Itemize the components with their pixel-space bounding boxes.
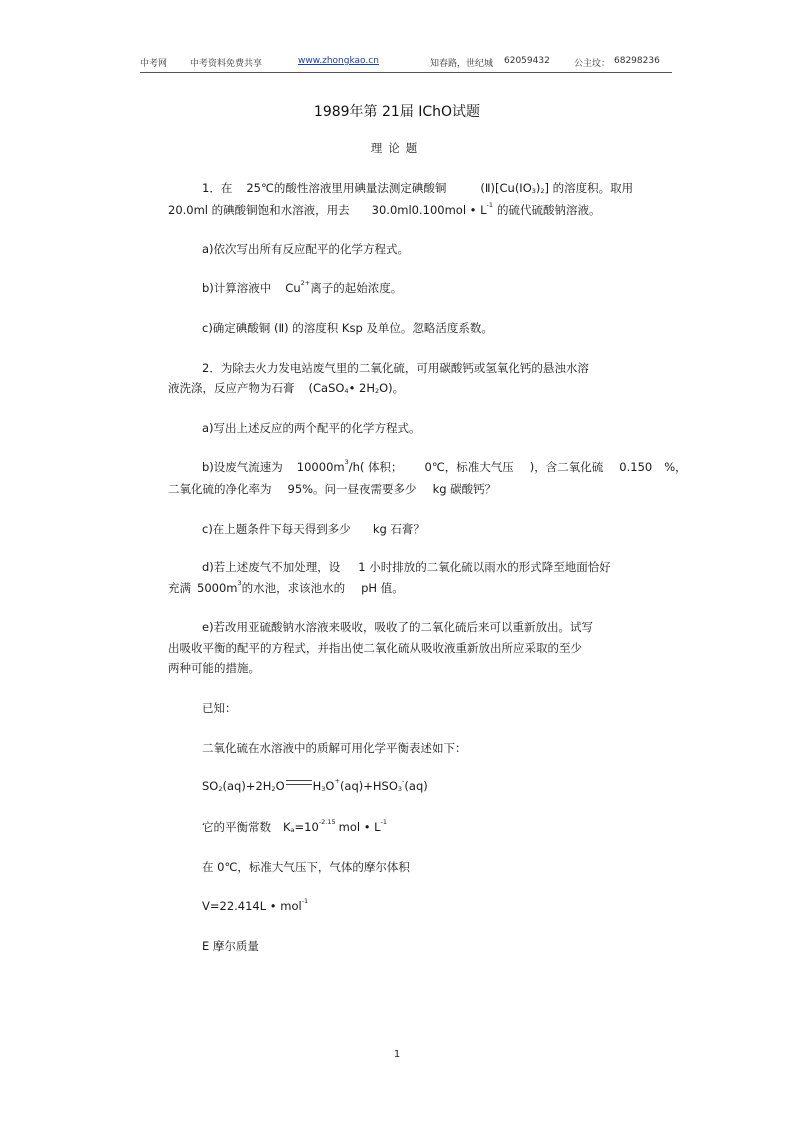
ka-value: =10 (294, 820, 319, 834)
equation-superscript: - (402, 777, 405, 785)
equilibrium-equation (202, 779, 428, 793)
q2-line-1: 2．为除去火力发电站废气里的二氧化硫，可用碳酸钙或氢氧化钙的悬浊水溶 (202, 361, 589, 375)
equation-subscript: 2 (218, 785, 223, 793)
q2-part-a: a)写出上述反应的两个配平的化学方程式。 (202, 421, 421, 435)
equilibrium-arrow-icon (286, 779, 312, 787)
q2-text: 液洗涤，反应产物为石膏 (168, 381, 295, 395)
q1-concentration: 30.0ml0.100mol • L (371, 203, 487, 217)
q2-formula: • 2H (348, 381, 375, 395)
q1-line-1 (202, 180, 633, 196)
q2-text: d)若上述废气不加处理，设 (202, 560, 341, 574)
molar-volume-formula: V=22.414L • mol (202, 899, 302, 913)
q2-text: 95%。问一昼夜需要多少 (287, 482, 417, 496)
equation-term: SO (202, 779, 219, 793)
equilibrium-constant (202, 819, 387, 835)
q2-text: %， (664, 460, 687, 474)
q2-superscript: 3 (237, 579, 242, 587)
header-contact-label: 公主坟： (574, 59, 611, 69)
q1-formula: (Ⅱ)[Cu(IO (480, 181, 532, 195)
ka-symbol: K (283, 820, 291, 834)
ka-unit-exponent: -1 (380, 818, 388, 826)
q1-text: 1．在 (202, 181, 233, 195)
q1-text: 的硫代硫酸钠溶液。 (497, 203, 601, 217)
equation-subscript: 3 (321, 785, 326, 793)
q1-text: 25℃的酸性溶液里用碘量法测定碘酸铜 (246, 181, 447, 195)
q2-part-c (202, 521, 425, 537)
q2-part-e-line-3: 两种可能的措施。 (168, 661, 260, 675)
q2-text: /h( 体积； (348, 460, 403, 474)
equation-term: (aq)+HSO (339, 779, 398, 793)
q2-text: 充满 (168, 581, 191, 595)
q2-subscript: 4 (344, 387, 349, 395)
q2-part-b-line-1 (202, 459, 687, 475)
header-site: 中考网 (140, 59, 168, 69)
q1-superscript: 2+ (300, 279, 311, 287)
q2-part-e-line-1: e)若改用亚硫酸钠水溶液来吸收，吸收了的二氧化硫后来可以重新放出。试写 (202, 620, 594, 634)
q2-superscript: 3 (344, 458, 349, 466)
ka-exponent: -2.15 (318, 818, 336, 826)
equation-superscript: + (334, 777, 340, 785)
q2-part-d-line-1 (202, 559, 611, 575)
q1-line-2 (168, 202, 601, 218)
q2-text: 的水池，求该池水的 (241, 581, 346, 595)
q1-text: 离子的起始浓度。 (310, 281, 403, 295)
q2-flow-rate: 10000m (296, 460, 345, 474)
q2-text: )，含二氧化硫 (529, 460, 604, 474)
q2-text: pH 值。 (361, 581, 404, 595)
known-label: 已知： (202, 701, 237, 715)
q2-formula: O)。 (379, 381, 405, 395)
page-number: 1 (393, 1049, 401, 1060)
q2-percentage: 0.150 (619, 460, 653, 474)
q2-pool-volume: 5000m (197, 581, 238, 595)
header-slogan: 中考资料免费共享 (190, 59, 263, 69)
equation-subscript: 2 (271, 785, 276, 793)
page-subtitle: 理论题 (370, 141, 424, 155)
q1-text: b)计算溶液中 (202, 281, 272, 295)
q1-part-b (202, 280, 402, 296)
q1-subscript: 2 (540, 187, 545, 195)
q2-subscript: 2 (374, 387, 380, 395)
molar-volume-value (202, 899, 308, 913)
q2-part-d-line-2 (168, 580, 404, 596)
q1-formula: ) (535, 181, 541, 195)
molar-volume-text: 在 0℃，标准大气压下，气体的摩尔体积 (202, 860, 410, 874)
q1-text: 20.0ml 的碘酸铜饱和水溶液，用去 (168, 203, 350, 217)
q2-text: 1 小时排放的二氧化硫以雨水的形式降至地面恰好 (358, 560, 611, 574)
molar-volume-exponent: -1 (301, 897, 309, 905)
ka-subscript: a (290, 826, 295, 834)
equation-term: O (275, 779, 285, 793)
equation-term: (aq) (404, 779, 428, 793)
ka-unit: mol • L (338, 820, 381, 834)
known-text: 它的平衡常数 (202, 820, 271, 834)
q2-text: 二氧化硫的净化率为 (168, 482, 272, 496)
q2-part-e-line-2: 出吸收平衡的配平的方程式，并指出使二氧化硫从吸收液重新放出所应采取的至少 (168, 641, 582, 655)
header-phone-2: 68298236 (614, 56, 660, 66)
q1-ion: Cu (285, 281, 301, 295)
q1-part-c: c)确定碘酸铜 (Ⅱ) 的溶度积 Ksp 及单位。忽略活度系数。 (202, 321, 493, 335)
q1-text: ] 的溶度积。取用 (544, 181, 634, 195)
q2-text: kg 碳酸钙？ (432, 482, 497, 496)
q2-text: b)设废气流速为 (202, 460, 283, 474)
page-header (140, 56, 672, 72)
equation-term: O (325, 779, 335, 793)
q2-text: c)在上题条件下每天得到多少 (202, 522, 351, 536)
header-url-link[interactable]: www.zhongkao.cn (298, 56, 379, 66)
header-divider (140, 72, 672, 73)
equation-subscript: 3 (397, 785, 403, 793)
molar-mass-label: E 摩尔质量 (202, 939, 259, 953)
q1-part-a: a)依次写出所有反应配平的化学方程式。 (202, 242, 410, 256)
known-text: 二氧化硫在水溶液中的质解可用化学平衡表述如下： (202, 741, 467, 755)
equation-term: (aq)+2H (222, 779, 272, 793)
q2-part-b-line-2 (168, 481, 496, 497)
q2-text: kg 石膏？ (372, 522, 425, 536)
q1-superscript: -1 (486, 201, 494, 209)
header-address: 知春路，世纪城 (430, 59, 494, 69)
q1-subscript: 3 (531, 187, 536, 195)
q2-text: 0℃，标准大气压 (424, 460, 514, 474)
equation-term: H (312, 779, 322, 793)
header-phone-1: 62059432 (504, 56, 550, 66)
q2-line-2 (168, 380, 404, 396)
page-title: 1989年第 21届 IChO试题 (313, 104, 481, 120)
q2-formula: (CaSO (308, 381, 345, 395)
